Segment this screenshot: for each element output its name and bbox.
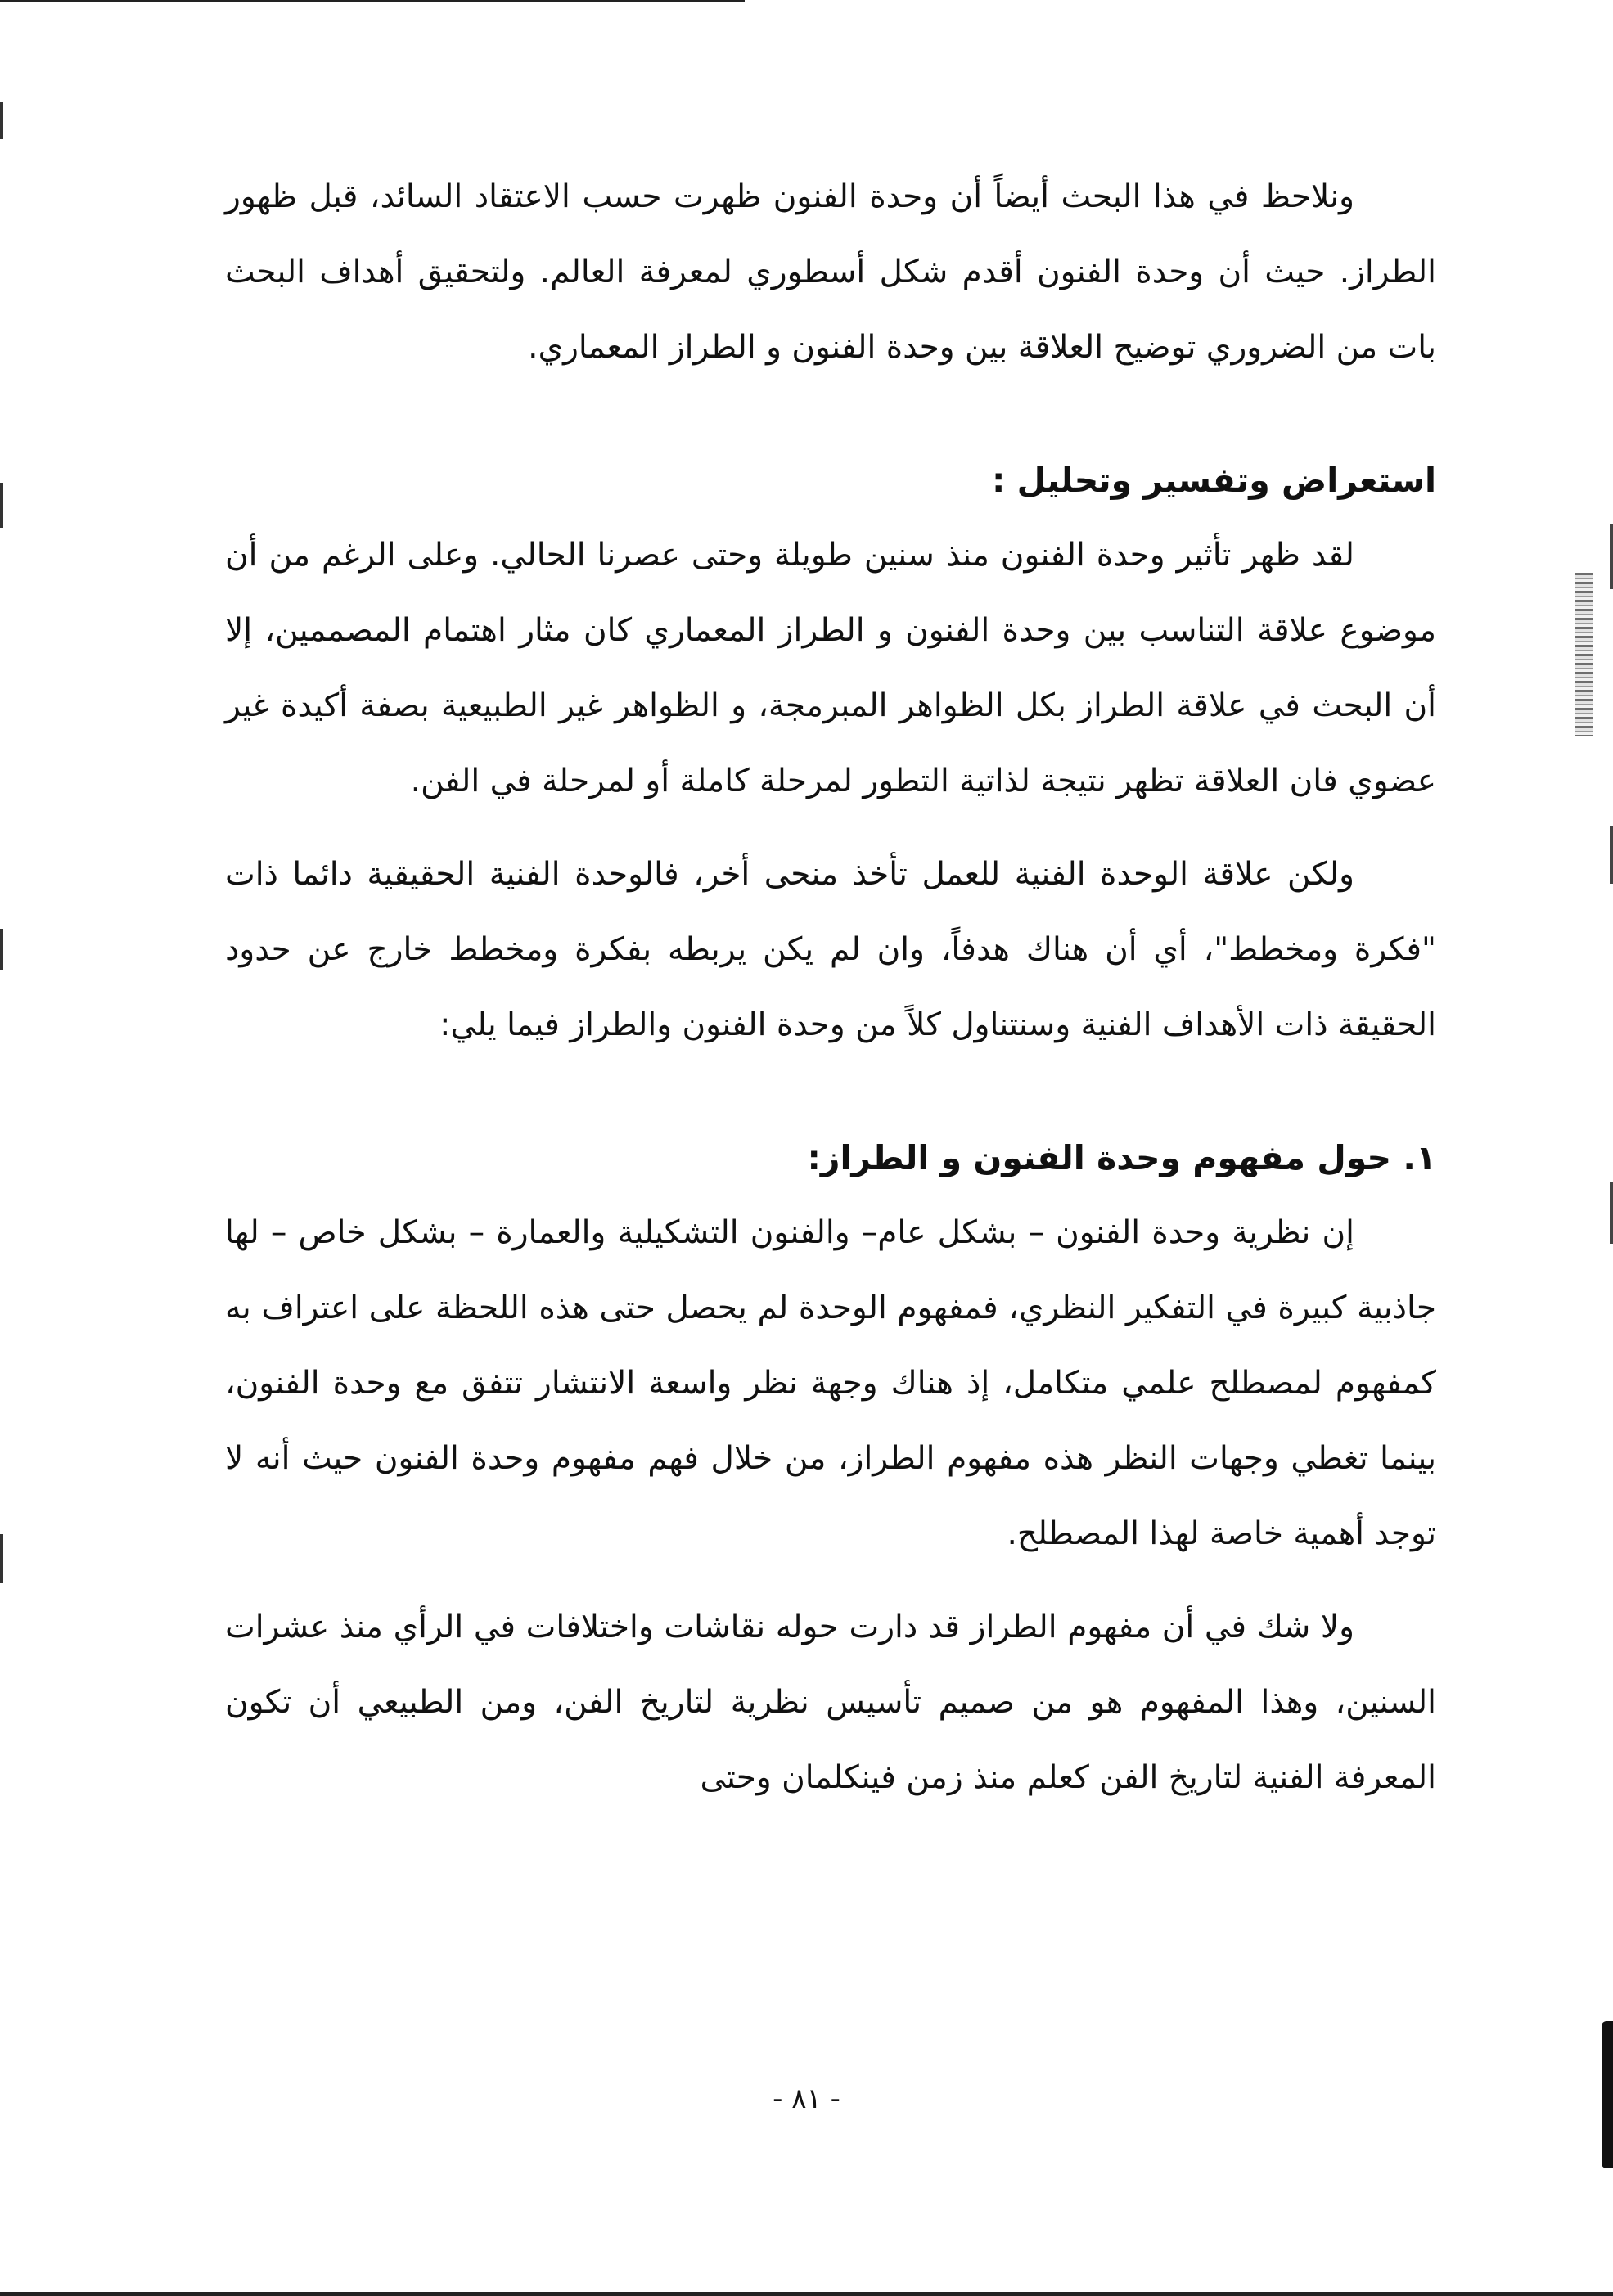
paragraph-style-debate: ولا شك في أن مفهوم الطراز قد دارت حوله نقاشات واختلافات في الرأي منذ عشرات السنين، وهذا المفهوم هو من صميم تأسيس نظرية لتاريخ الفن، ومن الطبيعي أن تكون المعرفة الفنية لتاريخ الفن كعلم منذ زمن فينكلمان وحتى [225, 1609, 1436, 1796]
scan-edge-left [0, 929, 3, 970]
paragraph-theory: إن نظرية وحدة الفنون – بشكل عام– والفنون التشكيلية والعمارة – بشكل خاص – لها جاذبية كبيرة في التفكير النظري، فمفهوم الوحدة لم يحصل حتى هذه اللحظة على اعتراف به كمفهوم لمصطلح علمي متكامل، إذ هناك وجهة نظر واسعة الانتشار تتفق مع وحدة الفنون، بينما تغطي وجهات النظر هذه مفهوم الطراز، من خلال فهم مفهوم وحدة الفنون حيث أنه لا توجد أهمية خاصة لهذا المصطلح. [225, 1214, 1436, 1552]
section-heading-concept: ١. حول مفهوم وحدة الفنون و الطراز: [807, 1138, 1436, 1177]
scan-edge-bottom [0, 2292, 1613, 2296]
paragraph-spacer [225, 819, 1436, 837]
scan-edge-right [1575, 573, 1593, 736]
scan-edge-right [1610, 524, 1613, 589]
scan-edge-left [0, 102, 3, 139]
scan-edge-right [1610, 1182, 1613, 1244]
scan-edge-left [0, 1534, 3, 1583]
page-number: - ٨١ - [773, 2082, 840, 2115]
scan-edge-right [1610, 826, 1613, 884]
scan-edge-top [0, 0, 745, 2]
paragraph-artistic-unity: ولكن علاقة الوحدة الفنية للعمل تأخذ منحى أخر، فالوحدة الفنية الحقيقية دائما ذات "فكرة ومخطط"، أي أن هناك هدفاً، وان لم يكن يربطه بفكرة ومخطط خارج عن حدود الحقيقة ذات الأهداف الفنية وسنتناول كلاً من وحدة الفنون والطراز فيما يلي: [225, 856, 1436, 1043]
section-spacer [225, 385, 1436, 443]
scan-edge-left [0, 483, 3, 528]
paragraph-history: لقد ظهر تأثير وحدة الفنون منذ سنين طويلة وحتى عصرنا الحالي. وعلى الرغم من أن موضوع علاقة التناسب بين وحدة الفنون و الطراز المعماري كان مثار اهتمام المصممين، إلا أن البحث في علاقة الطراز بكل الظواهر المبرمجة، و الظواهر غير الطبيعية بصفة أكيدة غير عضوي فان العلاقة تظهر نتيجة لذاتية التطور لمرحلة كاملة أو لمرحلة في الفن. [225, 537, 1436, 799]
paragraph-intro: ونلاحظ في هذا البحث أيضاً أن وحدة الفنون ظهرت حسب الاعتقاد السائد، قبل ظهور الطراز. حيث أن وحدة الفنون أقدم شكل أسطوري لمعرفة العالم. ولتحقيق أهداف البحث بات من الضروري توضيح العلاقة بين وحدة الفنون و الطراز المعماري. [225, 178, 1436, 366]
paragraph-spacer [225, 1572, 1436, 1590]
section-heading-review: استعراض وتفسير وتحليل : [991, 461, 1436, 500]
section-spacer [225, 1063, 1436, 1120]
page-body [225, 160, 1436, 1816]
